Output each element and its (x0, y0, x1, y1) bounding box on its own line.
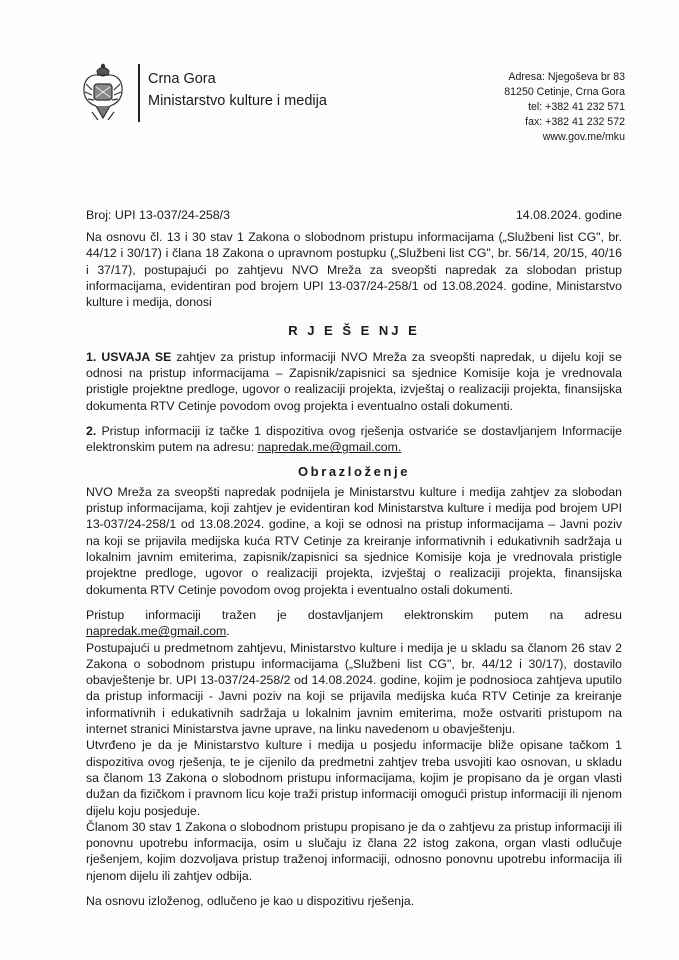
reasoning-paragraph-3: Postupajući u predmetnom zahtjevu, Ministarstvo kulture i medija je u skladu sa članom 26 stav 2 Zakona o sobodnom pristupu informacijama („Službeni list CG", br. 44/12 i 30/17), dostavilo obavještenje br. UPI 13-037/24-258/2 od 14.08.2024. godine, kojim je podnosioca zahtjeva uputilo da pristup informaciji - Javni poziv na koji se prijavila medijska kuća RTV Cetinje za kreiranje informativnih i edukativnih sadržaja u lokalnim javnim emiterima, može ostvariti pristupom na internet stranici Ministarstva javne uprave, na linku navedenom u obavještenju. (86, 640, 622, 737)
reasoning-paragraph-5: Članom 30 stav 1 Zakona o slobodnom pristupu propisano je da o zahtjevu za pristup informaciji ili ponovnu upotrebu informacija, osim u slučaju iz člana 22 istog zakona, organ vlasti odlučuje rješenjem, kojim dozvoljava pristup traženoj informaciji, odnosno ponovnu upotrebu informacija ili njenom dijelu ili zahtjev odbija. (86, 819, 622, 883)
decision-email-link[interactable]: napredak.me@gmail.com. (257, 440, 402, 455)
divider-line (138, 64, 140, 122)
intro-paragraph: Na osnovu čl. 13 i 30 stav 1 Zakona o slobodnom pristupu informacijama („Službeni list CG", br. 44/12 i 30/17) i člana 18 Zakona o upravnom postupku („Službeni list CG", br. 56/14, 20/15, 40/16 i 37/17), postupajući po zahtjevu NVO Mreža za sveopšti napredak za slobodan pristup informacijama, evidentiran pod brojem UPI 13-037/24-258/1 od 13.08.2024. godine, Ministarstvo kulture i medija, donosi (86, 230, 622, 310)
reasoning-paragraph-2-text: Pristup informaciji tražen je dostavljanjem elektronskim putem na adresu (86, 607, 622, 622)
decision-item-2-text: Pristup informaciji iz tačke 1 dispozitiva ovog rješenja ostvariće se dostavljanjem Informacije elektronskim putem na adresu: (86, 423, 622, 455)
website-link[interactable]: www.gov.me/mku (542, 131, 625, 143)
fax-line: fax: +382 41 232 572 (525, 116, 625, 128)
decision-title: R J E Š E NJ E (288, 323, 420, 339)
document-number: Broj: UPI 13-037/24-258/3 (86, 208, 230, 222)
phone-line: tel: +382 41 232 571 (528, 101, 625, 113)
organization-name (148, 68, 327, 112)
city-line: 81250 Cetinje, Crna Gora (504, 86, 625, 98)
decision-item-2-lead: 2. (86, 423, 97, 438)
reasoning-paragraph-2 (86, 607, 622, 640)
decision-item-1 (86, 349, 622, 414)
reasoning-paragraph-1: NVO Mreža za sveopšti napredak podnijela je Ministarstvu kulture i medija zahtjev za slobodan pristup informacijama, koji zahtjev je evidentiran kod Ministarstva kulture i medija pod brojem UPI 13-037/24-258/1 od 13.08.2024. godine, a koji se odnosi na pristup informacijama – Javni poziv na koji se prijavila medijska kuća RTV Cetinje za kreiranje informativnih i edukativnih sadržaja u lokalnim javnim emiterima, zapisnik/zapisnici sa sjednice Komisije koja je vrednovala pristigle projektne predloge, ugovor o realizaciji projekta, izvještaj o realizaciji projekta, finansijska dokumenta RTV Cetinje povodom ovog projekta i eventualno ostali dokumenti. (86, 484, 622, 597)
document-date: 14.08.2024. godine (515, 208, 622, 222)
document-body (86, 229, 622, 909)
decision-item-1-lead: 1. USVAJA SE (86, 349, 172, 364)
coat-of-arms-icon (80, 62, 126, 126)
reasoning-paragraph-2-end: . (226, 624, 230, 639)
reasoning-paragraph-4: Utvrđeno je da je Ministarstvo kulture i medija u posjedu informacije bliže opisane tačkom 1 dispozitiva ovog rješenja, te je cijenilo da predmetni zahtjev treba usvojiti kao osnovan, u skladu sa članom 13 Zakona o slobodnom pristupu informacijama, kojim je propisano da je organ vlasti dužan da fizičkom i pravnom licu koje traži pristup informaciji omogući pristup informaciji ili njenom dijelu koju posjeduje. (86, 738, 622, 818)
letterhead (80, 62, 625, 142)
reasoning-title: Obrazloženje (297, 463, 411, 479)
ministry-name: Ministarstvo kulture i medija (148, 93, 327, 109)
reasoning-email-link[interactable]: napredak.me@gmail.com (86, 624, 227, 639)
country-name: Crna Gora (148, 71, 216, 87)
address-line: Adresa: Njegoševa br 83 (508, 71, 625, 83)
contact-block (504, 70, 625, 145)
decision-item-2 (86, 423, 622, 456)
decision-item-1-text: zahtjev za pristup informaciji NVO Mreža za sveopšti napredak, u dijelu koji se odnosi na pristup informacijama – Zapisnik/zapisnici sa sjednice Komisije koja je vrednovala pristigle projektne predloge, ugovor o realizaciji projekta, izvještaj o realizaciji projekta, finansijska dokumenta RTV Cetinje povodom ovog projekta i eventualno ostali dokumenti. (86, 349, 622, 413)
reasoning-conclusion: Na osnovu izloženog, odlučeno je kao u dispozitivu rješenja. (86, 893, 415, 908)
